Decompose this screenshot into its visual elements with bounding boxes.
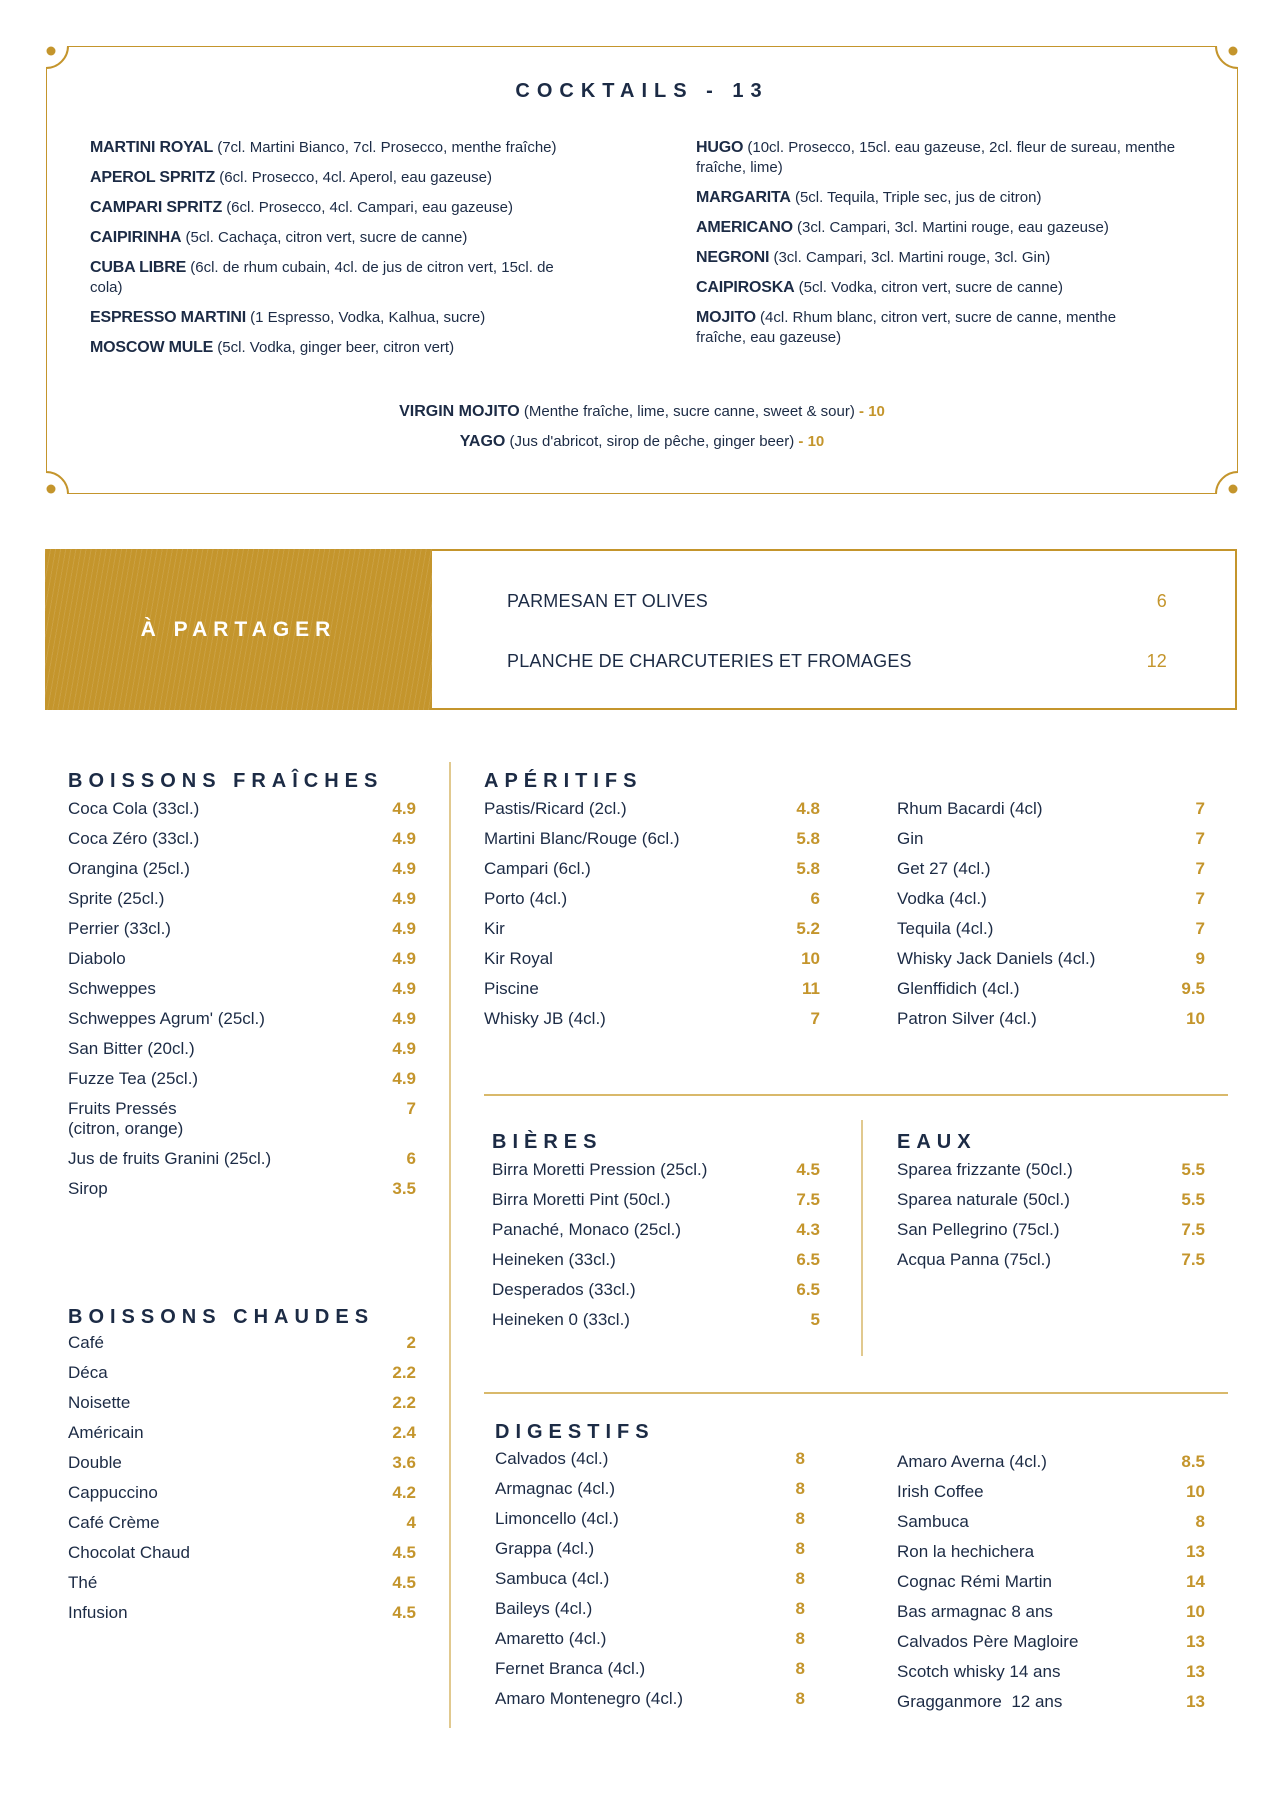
cocktail-price: 10 (807, 433, 825, 450)
menu-row (495, 1449, 805, 1479)
item-name: Sprite (25cl.) (68, 889, 165, 908)
cocktail-desc: (Menthe fraîche, lime, sucre canne, sweet & sour) (523, 403, 855, 420)
cocktail-item (696, 308, 1126, 348)
menu-row (68, 1513, 416, 1543)
item-price: 4.5 (392, 1603, 416, 1622)
eaux-section (897, 1124, 1205, 1280)
item-name: Piscine (484, 979, 539, 998)
cocktail-item (696, 138, 1186, 178)
item-name: Café Crème (68, 1513, 160, 1532)
item-name: San Pellegrino (75cl.) (897, 1220, 1060, 1239)
item-price: 13 (1186, 1542, 1205, 1561)
cocktail-name: YAGO (459, 433, 506, 450)
item-name: Panaché, Monaco (25cl.) (492, 1220, 681, 1239)
section-title: BOISSONS FRAÎCHES (68, 770, 384, 792)
item-price: 8 (795, 1569, 805, 1588)
item-price: 8 (795, 1509, 805, 1528)
item-price: 8 (795, 1599, 805, 1618)
menu-row (897, 1602, 1205, 1632)
item-price: 4.9 (392, 889, 416, 908)
menu-row (484, 859, 820, 889)
item-name: Sirop (68, 1179, 108, 1198)
item-price: 4.5 (392, 1573, 416, 1592)
menu-row (492, 1220, 820, 1250)
item-price: 12 (1146, 651, 1167, 671)
menu-row (897, 1009, 1205, 1039)
boissons-chaudes-section (68, 1301, 416, 1633)
item-name: Calvados Père Magloire (897, 1632, 1079, 1651)
menu-row (897, 859, 1205, 889)
cocktail-desc: (3cl. Campari, 3cl. Martini rouge, eau gazeuse) (797, 219, 1109, 236)
item-price: 3.5 (392, 1179, 416, 1198)
corner-dot-icon (1229, 485, 1238, 494)
item-price: 7 (406, 1099, 416, 1118)
menu-row (897, 1220, 1205, 1250)
cocktail-desc: (5cl. Vodka, ginger beer, citron vert) (217, 339, 455, 356)
item-price: 5.5 (1181, 1160, 1205, 1179)
menu-row (492, 1310, 820, 1340)
item-name: Rhum Bacardi (4cl) (897, 799, 1043, 818)
cocktails-right-column (696, 138, 1196, 358)
section-title: DIGESTIFS (495, 1421, 655, 1443)
boissons-fraiches-section (68, 763, 416, 1209)
item-name: Pastis/Ricard (2cl.) (484, 799, 627, 818)
item-price: 7.5 (1181, 1250, 1205, 1269)
item-price: 2 (406, 1333, 416, 1352)
cocktail-item (90, 338, 610, 358)
item-price: 7 (1195, 919, 1205, 938)
menu-row (68, 1179, 416, 1209)
cocktail-desc: (6cl. de rhum cubain, 4cl. de jus de citron vert, 15cl. de cola) (90, 259, 554, 296)
item-name: Glenffidich (4cl.) (897, 979, 1020, 998)
item-name: Sambuca (4cl.) (495, 1569, 610, 1588)
menu-row (68, 1149, 416, 1179)
cocktail-desc: (7cl. Martini Bianco, 7cl. Prosecco, menthe fraîche) (217, 139, 557, 156)
item-price: 13 (1186, 1692, 1205, 1711)
menu-row (68, 1099, 416, 1149)
menu-row (492, 1190, 820, 1220)
item-price: 5.5 (1181, 1190, 1205, 1209)
cocktail-item (90, 308, 610, 328)
item-price: 7.5 (1181, 1220, 1205, 1239)
menu-row (492, 1160, 820, 1190)
menu-row (68, 1543, 416, 1573)
menu-row (897, 979, 1205, 1009)
item-price: 9.5 (1181, 979, 1205, 998)
menu-row (897, 1250, 1205, 1280)
item-price: 10 (1186, 1602, 1205, 1621)
cocktail-item (90, 198, 610, 218)
item-name: Perrier (33cl.) (68, 919, 171, 938)
menu-row (495, 1659, 805, 1689)
item-price: 8 (1195, 1512, 1205, 1531)
item-name: Kir (484, 919, 505, 938)
corner-dot-icon (47, 485, 56, 494)
item-name: Diabolo (68, 949, 126, 968)
item-name: Gin (897, 829, 924, 848)
cocktail-name: CUBA LIBRE (90, 259, 187, 276)
item-name: Martini Blanc/Rouge (6cl.) (484, 829, 680, 848)
item-name: Sparea frizzante (50cl.) (897, 1160, 1073, 1179)
item-price: 6 (406, 1149, 416, 1168)
menu-row (495, 1539, 805, 1569)
menu-row (897, 829, 1205, 859)
item-price: 7 (1195, 859, 1205, 878)
item-price: 7 (810, 1009, 820, 1028)
item-name: Grappa (4cl.) (495, 1539, 595, 1558)
menu-row (492, 1250, 820, 1280)
cocktails-title: COCKTAILS - 13 (515, 80, 769, 102)
menu-row (484, 979, 820, 1009)
item-price: 2.4 (392, 1423, 416, 1442)
cocktail-item (696, 278, 1196, 298)
menu-row (495, 1629, 805, 1659)
item-price: 4.5 (392, 1543, 416, 1562)
corner-dot-icon (1229, 47, 1238, 56)
item-price: 7 (1195, 799, 1205, 818)
partager-section (45, 549, 1237, 710)
item-price: 4.8 (796, 799, 820, 818)
item-price: 4.9 (392, 1009, 416, 1028)
item-price: 4.5 (796, 1160, 820, 1179)
menu-row (897, 1662, 1205, 1692)
menu-row (68, 1069, 416, 1099)
virgin-cocktails (46, 402, 1238, 462)
aperitifs-section-right (897, 799, 1205, 1039)
cocktail-price: 10 (868, 403, 885, 420)
digestifs-section (495, 1415, 805, 1719)
item-price: 4.9 (392, 799, 416, 818)
menu-row (68, 1423, 416, 1453)
cocktail-item (696, 248, 1196, 268)
cocktail-name: AMERICANO (696, 219, 793, 236)
section-title: BOISSONS CHAUDES (68, 1306, 375, 1328)
section-title: APÉRITIFS (484, 770, 643, 792)
menu-row (897, 919, 1205, 949)
menu-row (492, 1280, 820, 1310)
item-price: 9 (1195, 949, 1205, 968)
item-name: Noisette (68, 1393, 131, 1412)
item-price: 5.8 (796, 859, 820, 878)
menu-row (484, 889, 820, 919)
item-name: Vodka (4cl.) (897, 889, 987, 908)
item-price: 4 (406, 1513, 416, 1532)
cocktail-name: MARGARITA (696, 189, 791, 206)
menu-row (68, 1333, 416, 1363)
cocktail-desc: (4cl. Rhum blanc, citron vert, sucre de canne, menthe fraîche, eau gazeuse) (696, 309, 1117, 346)
cocktail-desc: (5cl. Vodka, citron vert, sucre de canne) (798, 279, 1063, 296)
item-price: 7 (1195, 829, 1205, 848)
item-price: 4.9 (392, 919, 416, 938)
menu-row (495, 1509, 805, 1539)
item-price: 2.2 (392, 1363, 416, 1382)
item-name: Jus de fruits Granini (25cl.) (68, 1149, 272, 1168)
menu-row (68, 1393, 416, 1423)
menu-row (68, 979, 416, 1009)
item-name: Fruits Pressés (citron, orange) (68, 1099, 184, 1138)
price-separator: - (859, 403, 865, 420)
section-divider (484, 1392, 1228, 1394)
item-name: San Bitter (20cl.) (68, 1039, 195, 1058)
cocktail-desc: (3cl. Campari, 3cl. Martini rouge, 3cl. Gin) (773, 249, 1051, 266)
item-price: 6.5 (796, 1250, 820, 1269)
cocktail-name: CAMPARI SPRITZ (90, 199, 223, 216)
price-separator: - (798, 433, 804, 450)
cocktail-item (696, 188, 1196, 208)
item-name: Armagnac (4cl.) (495, 1479, 615, 1498)
item-price: 4.2 (392, 1483, 416, 1502)
item-name: Sambuca (897, 1512, 969, 1531)
item-price: 5 (810, 1310, 820, 1329)
item-name: PARMESAN ET OLIVES (507, 591, 708, 611)
item-name: Irish Coffee (897, 1482, 984, 1501)
cocktail-name: APEROL SPRITZ (90, 169, 216, 186)
item-name: Campari (6cl.) (484, 859, 591, 878)
item-price: 4.3 (796, 1220, 820, 1239)
item-name: Kir Royal (484, 949, 553, 968)
item-name: Américain (68, 1423, 144, 1442)
cocktail-desc: (1 Espresso, Vodka, Kalhua, sucre) (250, 309, 486, 326)
section-divider (484, 1094, 1228, 1096)
item-price: 4.9 (392, 1039, 416, 1058)
menu-row (897, 1692, 1205, 1722)
menu-row (68, 1573, 416, 1603)
item-name: Heineken (33cl.) (492, 1250, 616, 1269)
menu-row (68, 1363, 416, 1393)
menu-row (484, 919, 820, 949)
item-price: 10 (1186, 1482, 1205, 1501)
cocktail-name: HUGO (696, 139, 744, 156)
item-price: 2.2 (392, 1393, 416, 1412)
partager-title: À PARTAGER (45, 549, 432, 710)
item-price: 4.9 (392, 1069, 416, 1088)
aperitifs-section (484, 763, 820, 1039)
virgin-item (46, 402, 1238, 422)
item-name: Patron Silver (4cl.) (897, 1009, 1037, 1028)
item-price: 7 (1195, 889, 1205, 908)
item-name: Double (68, 1453, 122, 1472)
item-name: Tequila (4cl.) (897, 919, 994, 938)
item-price: 10 (801, 949, 820, 968)
virgin-item (46, 432, 1238, 452)
menu-row (495, 1479, 805, 1509)
menu-row (897, 1542, 1205, 1572)
menu-row (897, 1452, 1205, 1482)
digestifs-section-right (897, 1452, 1205, 1722)
menu-row (68, 1603, 416, 1633)
item-name: Limoncello (4cl.) (495, 1509, 619, 1528)
cocktail-item (90, 228, 610, 248)
menu-row (68, 1039, 416, 1069)
cocktail-name: ESPRESSO MARTINI (90, 309, 246, 326)
partager-item (507, 651, 1167, 711)
item-name: Schweppes Agrum' (25cl.) (68, 1009, 265, 1028)
cocktail-name: CAIPIROSKA (696, 279, 795, 296)
menu-row (68, 829, 416, 859)
item-name: Amaro Montenegro (4cl.) (495, 1689, 684, 1708)
menu-row (484, 949, 820, 979)
menu-row (68, 919, 416, 949)
item-name: Déca (68, 1363, 108, 1382)
item-price: 4.9 (392, 979, 416, 998)
item-price: 13 (1186, 1632, 1205, 1651)
item-price: 14 (1186, 1572, 1205, 1591)
item-name: Amaro Averna (4cl.) (897, 1452, 1047, 1471)
item-price: 10 (1186, 1009, 1205, 1028)
bieres-section (492, 1124, 820, 1340)
item-name: Fernet Branca (4cl.) (495, 1659, 646, 1678)
item-price: 8 (795, 1479, 805, 1498)
menu-row (495, 1599, 805, 1629)
item-price: 8 (795, 1449, 805, 1468)
item-price: 4.9 (392, 829, 416, 848)
cocktail-desc: (5cl. Tequila, Triple sec, jus de citron) (794, 189, 1042, 206)
item-name: Cognac Rémi Martin (897, 1572, 1052, 1591)
cocktail-name: NEGRONI (696, 249, 770, 266)
cocktail-name: VIRGIN MOJITO (399, 403, 520, 420)
item-name: Birra Moretti Pression (25cl.) (492, 1160, 708, 1179)
menu-row (897, 1632, 1205, 1662)
item-price: 8.5 (1181, 1452, 1205, 1471)
item-price: 8 (795, 1689, 805, 1708)
item-price: 8 (795, 1629, 805, 1648)
menu-row (897, 1572, 1205, 1602)
item-price: 6 (810, 889, 820, 908)
item-name: Sparea naturale (50cl.) (897, 1190, 1070, 1209)
menu-row (897, 1512, 1205, 1542)
cocktail-name: CAIPIRINHA (90, 229, 182, 246)
column-divider (449, 762, 451, 1728)
item-name: Baileys (4cl.) (495, 1599, 593, 1618)
menu-row (68, 949, 416, 979)
item-price: 11 (802, 979, 820, 998)
menu-row (495, 1689, 805, 1719)
cocktail-desc: (Jus d'abricot, sirop de pêche, ginger beer) (509, 433, 795, 450)
item-name: Get 27 (4cl.) (897, 859, 991, 878)
menu-row (68, 1483, 416, 1513)
column-divider (861, 1120, 863, 1356)
item-name: Schweppes (68, 979, 156, 998)
item-price: 5.2 (796, 919, 820, 938)
menu-row (897, 889, 1205, 919)
menu-row (68, 1009, 416, 1039)
item-name: Calvados (4cl.) (495, 1449, 609, 1468)
cocktail-desc: (10cl. Prosecco, 15cl. eau gazeuse, 2cl. fleur de sureau, menthe fraîche, lime) (696, 139, 1176, 176)
cocktail-desc: (6cl. Prosecco, 4cl. Campari, eau gazeuse) (226, 199, 513, 216)
item-name: Bas armagnac 8 ans (897, 1602, 1053, 1621)
menu-row (68, 859, 416, 889)
item-name: Scotch whisky 14 ans (897, 1662, 1061, 1681)
menu-row (897, 799, 1205, 829)
item-name: Coca Cola (33cl.) (68, 799, 200, 818)
cocktails-section (46, 46, 1238, 494)
menu-row (484, 799, 820, 829)
cocktail-name: MOJITO (696, 309, 756, 326)
item-name: Whisky JB (4cl.) (484, 1009, 606, 1028)
cocktail-item (90, 168, 610, 188)
menu-row (495, 1569, 805, 1599)
item-name: Fuzze Tea (25cl.) (68, 1069, 199, 1088)
cocktail-desc: (5cl. Cachaça, citron vert, sucre de canne) (185, 229, 468, 246)
item-price: 6 (1156, 591, 1167, 611)
cocktail-item (90, 138, 610, 158)
cocktail-item (90, 258, 560, 298)
item-name: PLANCHE DE CHARCUTERIES ET FROMAGES (507, 651, 912, 671)
item-price: 5.8 (796, 829, 820, 848)
menu-row (897, 1482, 1205, 1512)
partager-item (507, 591, 1167, 651)
item-name: Ron la hechichera (897, 1542, 1035, 1561)
item-price: 6.5 (796, 1280, 820, 1299)
item-name: Gragganmore 12 ans (897, 1692, 1063, 1711)
corner-dot-icon (47, 47, 56, 56)
partager-list (507, 591, 1167, 711)
menu-row (68, 889, 416, 919)
item-name: Desperados (33cl.) (492, 1280, 636, 1299)
item-price: 4.9 (392, 949, 416, 968)
menu-row (897, 949, 1205, 979)
item-name: Café (68, 1333, 104, 1352)
section-title: EAUX (897, 1131, 977, 1153)
item-price: 8 (795, 1659, 805, 1678)
menu-row (484, 1009, 820, 1039)
item-name: Coca Zéro (33cl.) (68, 829, 200, 848)
item-price: 3.6 (392, 1453, 416, 1472)
item-name: Infusion (68, 1603, 128, 1622)
item-price: 7.5 (796, 1190, 820, 1209)
item-price: 4.9 (392, 859, 416, 878)
item-price: 13 (1186, 1662, 1205, 1681)
item-name: Amaretto (4cl.) (495, 1629, 607, 1648)
item-name: Birra Moretti Pint (50cl.) (492, 1190, 671, 1209)
item-name: Orangina (25cl.) (68, 859, 190, 878)
item-name: Thé (68, 1573, 98, 1592)
section-title: BIÈRES (492, 1131, 603, 1153)
cocktail-name: MOSCOW MULE (90, 339, 214, 356)
cocktails-left-column (90, 138, 610, 368)
item-name: Porto (4cl.) (484, 889, 568, 908)
menu-row (897, 1190, 1205, 1220)
menu-row (484, 829, 820, 859)
menu-row (897, 1160, 1205, 1190)
cocktail-item (696, 218, 1196, 238)
item-name: Acqua Panna (75cl.) (897, 1250, 1052, 1269)
item-name: Chocolat Chaud (68, 1543, 190, 1562)
item-price: 8 (795, 1539, 805, 1558)
item-name: Cappuccino (68, 1483, 158, 1502)
cocktail-desc: (6cl. Prosecco, 4cl. Aperol, eau gazeuse) (219, 169, 492, 186)
menu-row (68, 799, 416, 829)
item-name: Heineken 0 (33cl.) (492, 1310, 630, 1329)
menu-row (68, 1453, 416, 1483)
cocktail-name: MARTINI ROYAL (90, 139, 214, 156)
item-name: Whisky Jack Daniels (4cl.) (897, 949, 1096, 968)
